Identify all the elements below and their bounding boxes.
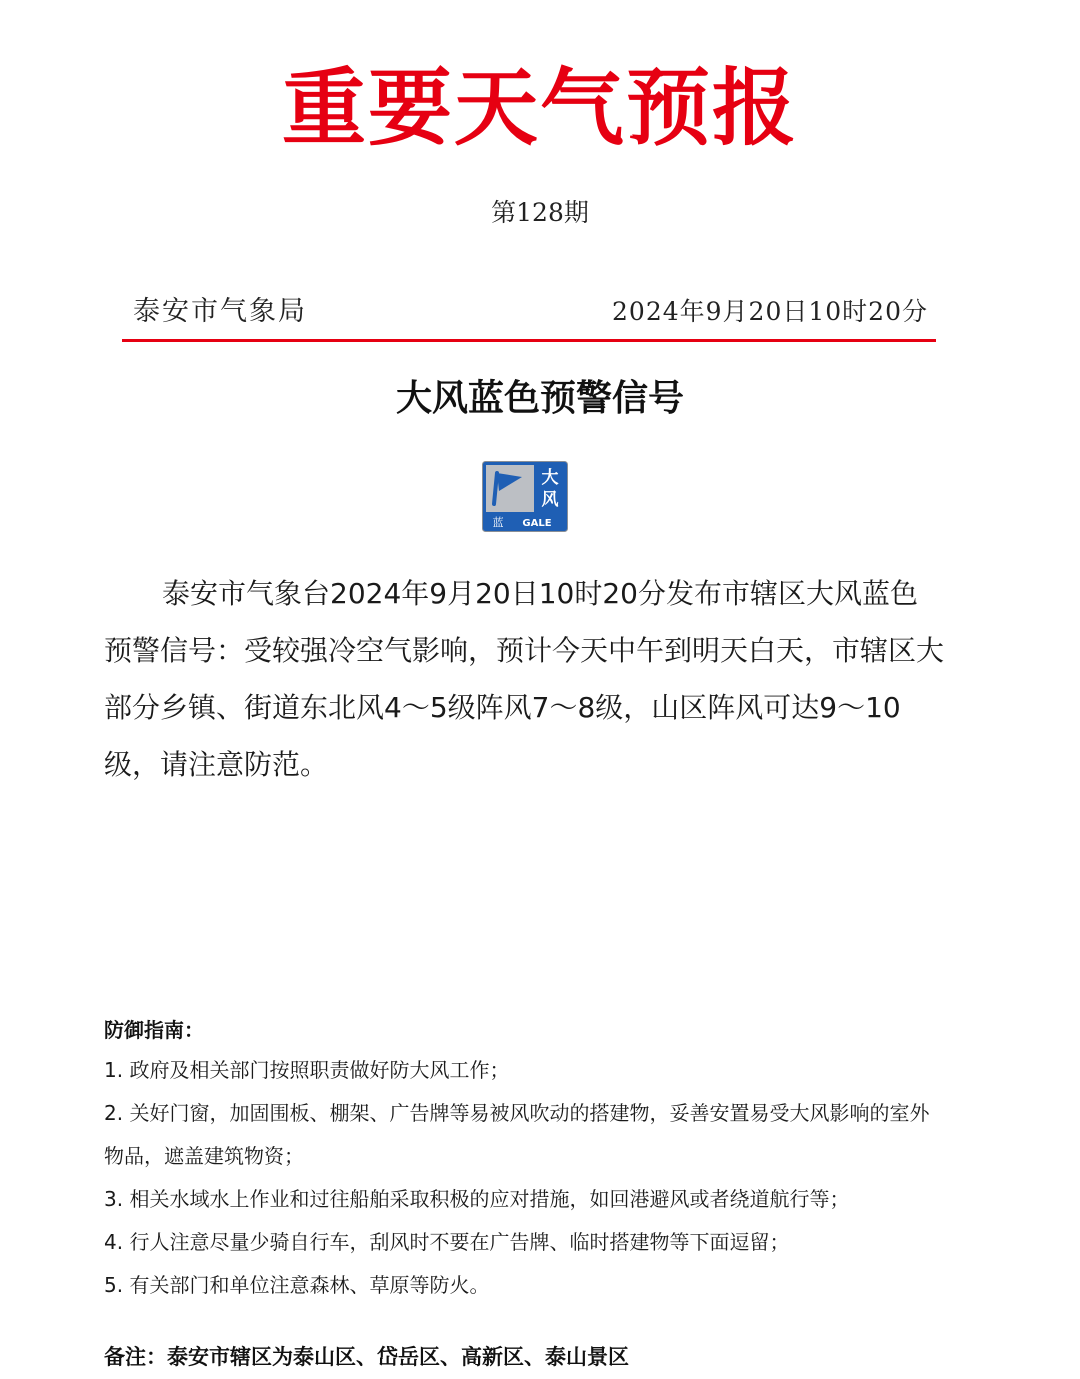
guide-item: 1. 政府及相关部门按照职责做好防大风工作； [104, 1058, 510, 1082]
warning-body: 泰安市气象台2024年9月20日10时20分发布市辖区大风蓝色预警信号：受较强冷空气影响，预计今天中午到明天白天，市辖区大部分乡镇、街道东北风4～5级阵风7～8级，山区阵风可达9～10级，请注意防范。 [104, 577, 945, 781]
issue-number: 第128期 [491, 198, 589, 227]
icon-english-label: GALE [522, 518, 552, 529]
guide-item: 3. 相关水域水上作业和过往船舶采取积极的应对措施，如回港避风或者绕道航行等； [104, 1187, 850, 1211]
masthead-title: 重要天气预报 [281, 58, 798, 157]
guide-list [104, 1049, 944, 1307]
signal-title: 大风蓝色预警信号 [395, 377, 684, 419]
guide-item: 4. 行人注意尽量少骑自行车，刮风时不要在广告牌、临时搭建物等下面逗留； [104, 1230, 790, 1254]
icon-color-label: 蓝 [492, 516, 504, 529]
icon-text-top: 大 [541, 468, 559, 488]
guide-heading: 防御指南： [104, 1018, 204, 1042]
guide-item: 5. 有关部门和单位注意森林、草原等防火。 [104, 1273, 490, 1297]
issue-time: 2024年9月20日10时20分 [612, 297, 928, 326]
icon-text-bottom: 风 [541, 490, 559, 510]
issuer-name: 泰安市气象局 [133, 296, 307, 327]
guide-item: 2. 关好门窗，加固围板、棚架、广告牌等易被风吹动的搭建物，妥善安置易受大风影响的室外物品，遮盖建筑物资； [104, 1101, 930, 1168]
gale-blue-warning-icon [482, 461, 568, 532]
footnote: 备注：泰安市辖区为泰山区、岱岳区、高新区、泰山景区 [104, 1345, 629, 1369]
header-divider [122, 339, 936, 342]
